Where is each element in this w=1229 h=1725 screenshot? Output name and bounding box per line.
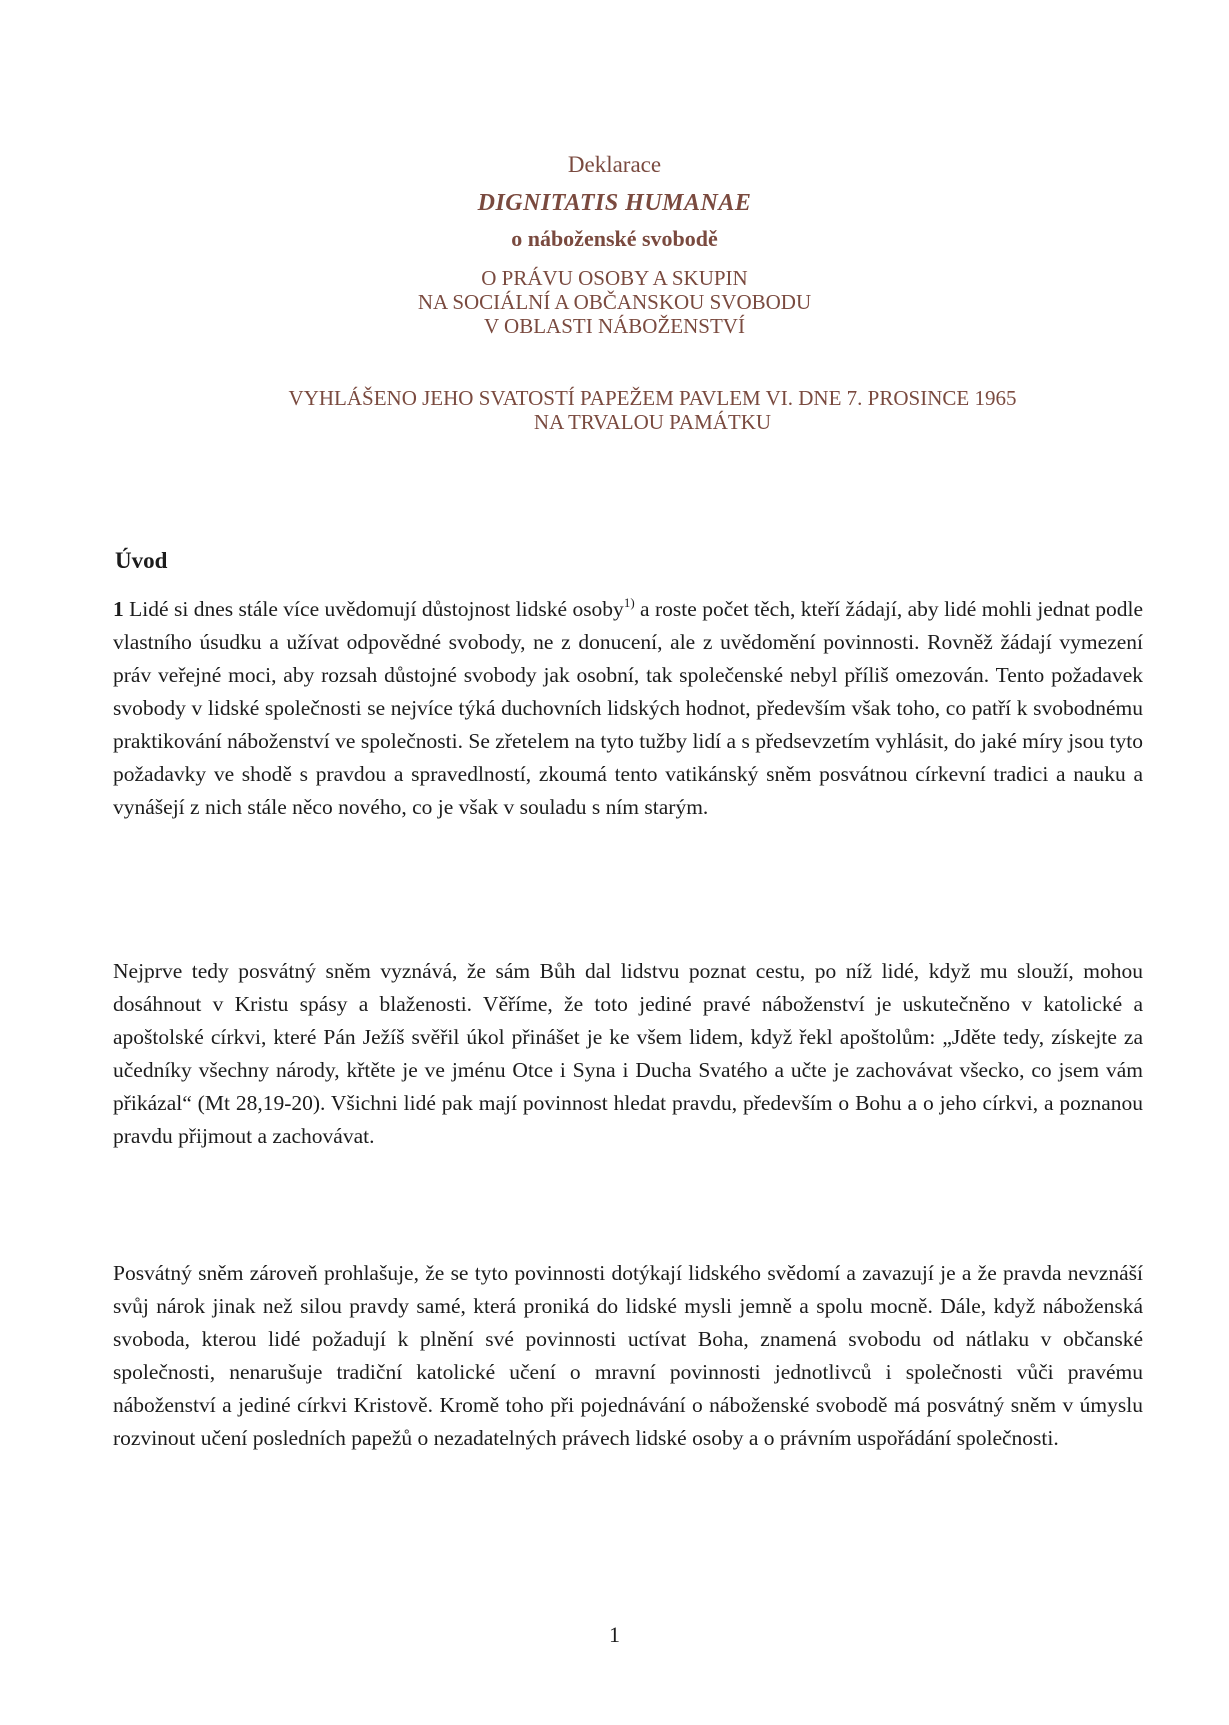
scope-line-2: NA SOCIÁLNÍ A OBČANSKOU SVOBODU [417, 290, 812, 314]
paragraph-3: Posvátný sněm zároveň prohlašuje, že se tyto povinnosti dotýkají lidského svědomí a zavazují je a že pravda nevznáší svůj nárok jinak než silou pravdy samé, která proniká do lidské mysli jemně a spolu mocně. Dále, když náboženská svoboda, kterou lidé požadují k plnění své povinnosti uctívat Boha, znamená svobodu od nátlaku v občanské společnosti, nenarušuje tradiční katolické učení o mravní povinnosti jednotlivců i společnosti vůči pravému náboženství a jediné církvi Kristově. Kromě toho při pojednávání o náboženské svobodě má posvátný sněm v úmyslu rozvinout učení posledních papežů o nezadatelných právech lidské osoby a o právním uspořádání společnosti. [113, 1261, 1143, 1450]
page-number: 1 [609, 1622, 620, 1647]
paragraph-2: Nejprve tedy posvátný sněm vyznává, že sám Bůh dal lidstvu poznat cestu, po níž lidé, když mu slouží, mohou dosáhnout v Kristu spásy a blaženosti. Věříme, že toto jediné pravé náboženství je uskutečněno v katolické a apoštolské církvi, které Pán Ježíš svěřil úkol přinášet je ke všem lidem, když řekl apoštolům: „Jděte tedy, získejte za učedníky všechny národy, křtěte je ve jménu Otce i Syna i Ducha Svatého a učte je zachovávat všecko, co jsem vám přikázal“ (Mt 28,19-20). Všichni lidé pak mají povinnost hledat pravdu, především o Bohu a o jeho církvi, a poznanou pravdu přijmout a zachovávat. [113, 959, 1143, 1148]
document-subtitle: o náboženské svobodě [511, 226, 718, 251]
document-scope-block [0, 266, 1229, 338]
paragraph-1 [113, 593, 1143, 824]
scope-line-1: O PRÁVU OSOBY A SKUPIN [481, 266, 748, 290]
paragraph-1-rest: a roste počet těch, kteří žádají, aby lidé mohli jednat podle vlastního úsudku a užívat odpovědné svobody, ne z donucení, ale z uvědomění povinnosti. Rovněž žádají vymezení práv veřejné moci, aby rozsah důstojné svobody jak osobní, tak společenské nebyl příliš omezován. Tento požadavek svobody v lidské společnosti se nejvíce týká duchovních lidských hodnot, především však toho, co patří k svobodnému praktikování náboženství ve společnosti. Se zřetelem na tyto tužby lidí a s předsevzetím vyhlásit, do jaké míry jsou tyto požadavky ve shodě s pravdou a spravedlností, zkoumá tento vatikánský sněm posvátnou církevní tradici a nauku a vynášejí z nich stále něco nového, co je však v souladu s ním starým. [113, 597, 1143, 819]
promulgation-line-2: NA TRVALOU PAMÁTKU [533, 410, 772, 434]
scope-line-3: V OBLASTI NÁBOŽENSTVÍ [484, 314, 745, 338]
document-type-label: Deklarace [567, 152, 662, 177]
document-title: DIGNITATIS HUMANAE [477, 190, 752, 216]
paragraph-1-start: Lidé si dnes stále více uvědomují důstojnost lidské osoby [123, 597, 624, 621]
promulgation-line-1: VYHLÁŠENO JEHO SVATOSTÍ PAPEŽEM PAVLEM VI. DNE 7. PROSINCE 1965 [288, 386, 1017, 410]
paragraph-number: 1 [113, 597, 124, 621]
promulgation-block [38, 386, 1229, 434]
footnote-reference[interactable]: 1) [623, 595, 635, 610]
section-heading: Úvod [115, 548, 168, 573]
